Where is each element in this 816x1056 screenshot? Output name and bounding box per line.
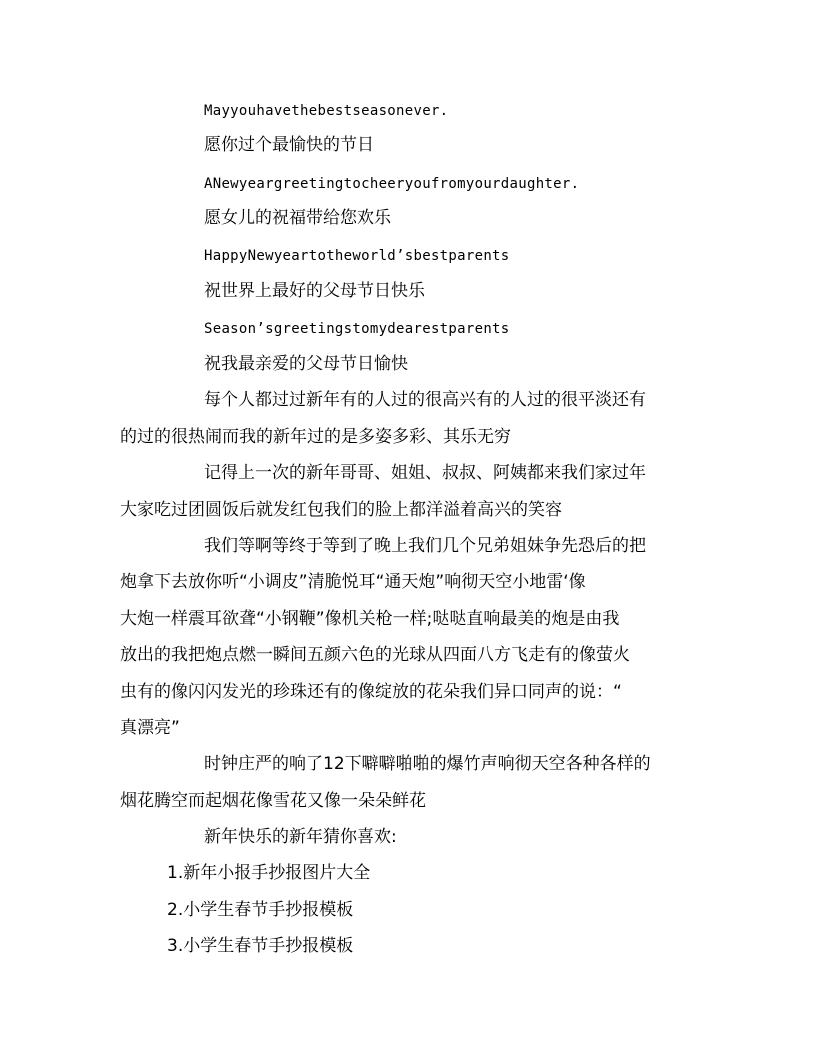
paragraph-1-line-2: 的过的很热闹而我的新年过的是多姿多彩、其乐无穷 bbox=[120, 427, 511, 447]
paragraph-3-line-6: 真漂亮” bbox=[120, 718, 180, 738]
related-item-3[interactable]: 3.小学生春节手抄报模板 bbox=[167, 936, 354, 956]
related-heading: 新年快乐的新年猜你喜欢: bbox=[204, 827, 397, 847]
paragraph-3-line-4: 放出的我把炮点燃一瞬间五颜六色的光球从四面八方飞走有的像萤火 bbox=[120, 645, 630, 665]
related-item-2[interactable]: 2.小学生春节手抄报模板 bbox=[167, 900, 354, 920]
paragraph-2-line-2: 大家吃过团圆饭后就发红包我们的脸上都洋溢着高兴的笑容 bbox=[120, 500, 562, 520]
greeting-en-2: ANewyeargreetingtocheeryoufromyourdaughter. bbox=[204, 176, 580, 192]
greeting-zh-4: 祝我最亲爱的父母节日愉快 bbox=[204, 354, 408, 374]
paragraph-2-line-1: 记得上一次的新年哥哥、姐姐、叔叔、阿姨都来我们家过年 bbox=[204, 463, 646, 483]
greeting-zh-2: 愿女儿的祝福带给您欢乐 bbox=[204, 208, 391, 228]
paragraph-4-line-1: 时钟庄严的响了12下噼噼啪啪的爆竹声响彻天空各种各样的 bbox=[204, 754, 651, 774]
paragraph-3-line-1: 我们等啊等终于等到了晚上我们几个兄弟姐妹争先恐后的把 bbox=[204, 536, 646, 556]
paragraph-4-line-2: 烟花腾空而起烟花像雪花又像一朵朵鲜花 bbox=[120, 791, 426, 811]
related-item-1[interactable]: 1.新年小报手抄报图片大全 bbox=[167, 863, 371, 883]
greeting-en-1: Mayyouhavethebestseasonever. bbox=[204, 103, 449, 119]
paragraph-1-line-1: 每个人都过过新年有的人过的很高兴有的人过的很平淡还有 bbox=[204, 390, 646, 410]
greeting-en-3: HappyNewyeartotheworld’sbestparents bbox=[204, 248, 510, 264]
greeting-zh-1: 愿你过个最愉快的节日 bbox=[204, 135, 374, 155]
greeting-zh-3: 祝世界上最好的父母节日快乐 bbox=[204, 281, 425, 301]
paragraph-3-line-5: 虫有的像闪闪发光的珍珠还有的像绽放的花朵我们异口同声的说：“ bbox=[120, 682, 622, 702]
paragraph-3-line-2: 炮拿下去放你听“小调皮”清脆悦耳“通天炮”响彻天空小地雷‘像 bbox=[120, 572, 586, 592]
greeting-en-4: Season’sgreetingstomydearestparents bbox=[204, 321, 510, 337]
paragraph-3-line-3: 大炮一样震耳欲聋“小钢鞭”像机关枪一样;哒哒直响最美的炮是由我 bbox=[120, 609, 620, 629]
